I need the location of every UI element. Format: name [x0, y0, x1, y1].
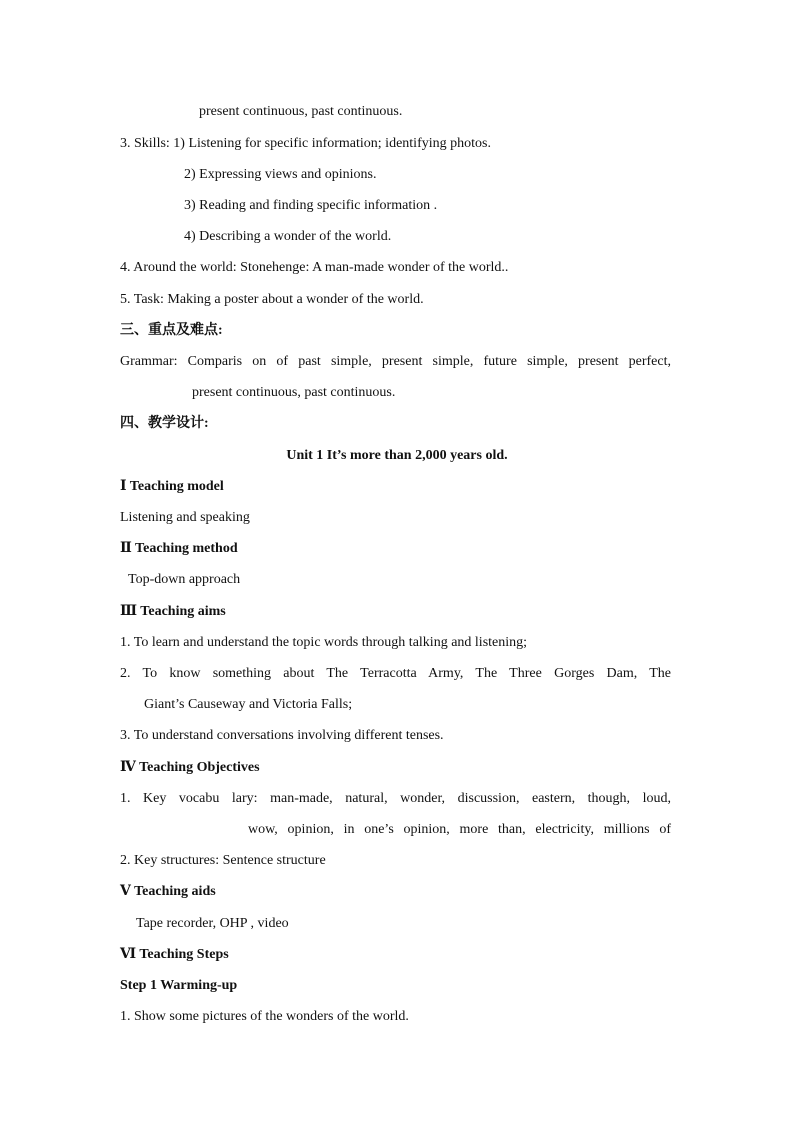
text-line: Grammar: Comparis on of past simple, present simple, future simple, present perfect,: [120, 354, 671, 369]
text-line: 5. Task: Making a poster about a wonder of the world.: [120, 292, 424, 307]
text-line: Giant’s Causeway and Victoria Falls;: [144, 697, 353, 712]
text-line: 1. To learn and understand the topic words through talking and listening;: [120, 635, 528, 650]
text-line: 4. Around the world: Stonehenge: A man-made wonder of the world..: [120, 260, 509, 275]
text-line: 3. To understand conversations involving different tenses.: [120, 728, 444, 743]
text-line: 2) Expressing views and opinions.: [184, 167, 377, 182]
text-line: present continuous, past continuous.: [199, 104, 403, 119]
text-line: Listening and speaking: [120, 510, 250, 525]
step-heading: Step 1 Warming-up: [120, 978, 238, 993]
text-line: 4) Describing a wonder of the world.: [184, 229, 392, 244]
unit-title: Unit 1 It’s more than 2,000 years old.: [286, 448, 508, 463]
text-line: 2. Key structures: Sentence structure: [120, 853, 326, 868]
subsection-heading: Ⅱ Teaching method: [120, 541, 238, 556]
section-heading: 三、重点及难点:: [120, 323, 223, 338]
text-line: 3) Reading and finding specific information .: [184, 198, 438, 213]
section-heading: 四、教学设计:: [120, 416, 209, 431]
text-line: Tape recorder, OHP , video: [136, 916, 289, 931]
text-line: 2. To know something about The Terracotta Army, The Three Gorges Dam, The: [120, 666, 671, 681]
text-line: present continuous, past continuous.: [192, 385, 396, 400]
text-line: 1. Key vocabu lary: man-made, natural, wonder, discussion, eastern, though, loud,: [120, 791, 671, 806]
text-line: wow, opinion, in one’s opinion, more than, electricity, millions of: [248, 822, 671, 837]
subsection-heading: Ⅳ Teaching Objectives: [120, 760, 260, 775]
text-line: Top-down approach: [128, 572, 241, 587]
subsection-heading: Ⅲ Teaching aims: [120, 604, 226, 619]
subsection-heading: Ⅵ Teaching Steps: [120, 947, 229, 962]
text-line: 1. Show some pictures of the wonders of the world.: [120, 1009, 409, 1024]
text-line: 3. Skills: 1) Listening for specific information; identifying photos.: [120, 136, 491, 151]
subsection-heading: Ⅰ Teaching model: [120, 479, 224, 494]
subsection-heading: Ⅴ Teaching aids: [120, 884, 216, 899]
